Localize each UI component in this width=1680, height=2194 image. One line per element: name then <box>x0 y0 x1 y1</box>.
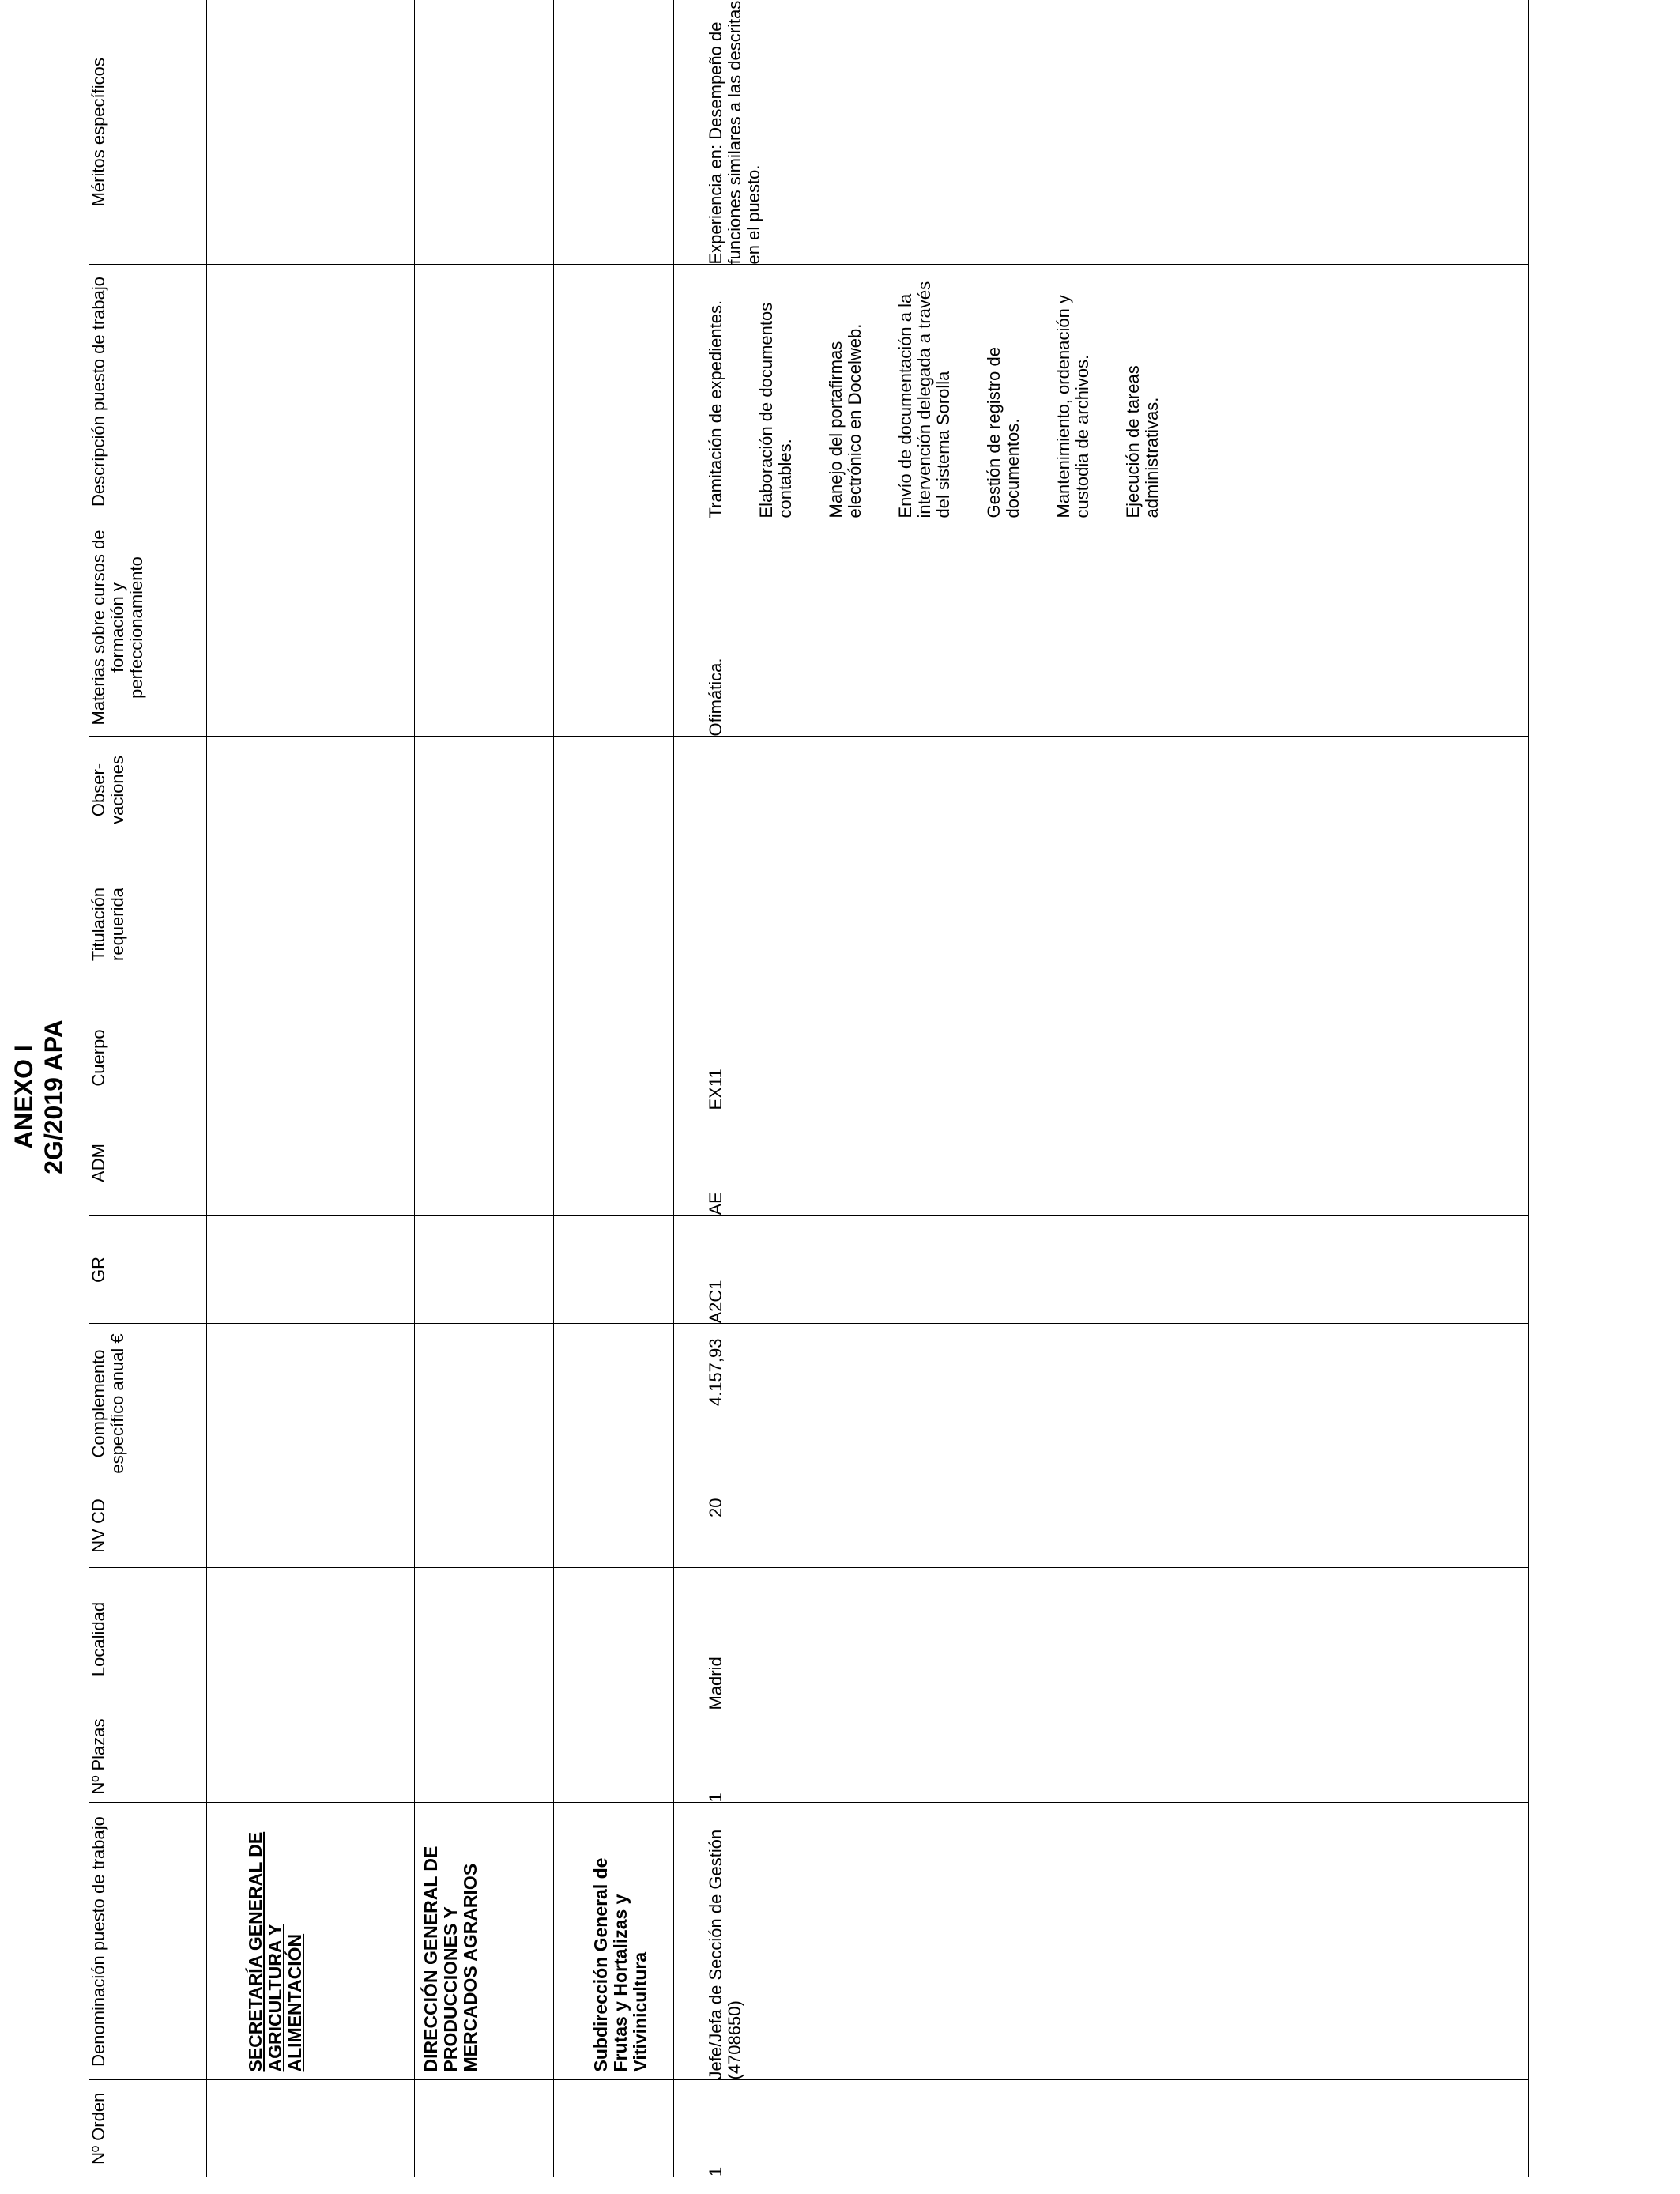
spacer-row <box>554 0 586 2177</box>
unit-subdireccion: Subdirección General de Frutas y Hortalizas y Vitivinicultura <box>590 1857 650 2072</box>
descripcion-item: Tramitación de expedientes. <box>706 300 725 518</box>
spacer-row <box>674 0 706 2177</box>
cell-grupo: A2C1 <box>706 1216 1529 1324</box>
descripcion-item: Ejecución de tareas administrativas. <box>1123 365 1162 518</box>
descripcion-item: Envío de documentación a la intervención delegada a través del sistema Sorolla <box>895 281 953 518</box>
spacer-row <box>207 0 239 2177</box>
cell-cuerpo: EX11 <box>706 1005 1529 1110</box>
col-header-materias: Materias sobre cursos de formación y perfeccionamiento <box>89 518 207 737</box>
table-row <box>706 0 1529 2177</box>
col-header-plazas: Nº Plazas <box>89 1710 207 1803</box>
descripcion-item: Manejo del portafirmas electrónico en Docelweb. <box>826 323 864 518</box>
page-subtitle: 2G/2019 APA <box>40 1020 68 1174</box>
col-header-adm: ADM <box>89 1110 207 1216</box>
descripcion-item: Elaboración de documentos contables. <box>756 302 795 518</box>
unit-secretaria: SECRETARÍA GENERAL DE AGRICULTURA Y ALIMENTACIÓN <box>245 1831 305 2072</box>
descripcion-item: Mantenimiento, ordenación y custodia de archivos. <box>1053 295 1092 518</box>
col-header-meritos: Méritos específicos <box>89 58 108 207</box>
spacer-row <box>382 0 415 2177</box>
unit-direccion: DIRECCIÓN GENERAL DE PRODUCCIONES Y MERCADOS AGRARIOS <box>420 1845 480 2072</box>
col-header-complemento: Complemento específico anual € <box>89 1324 207 1483</box>
col-header-cuerpo: Cuerpo <box>89 1005 207 1110</box>
descripcion-item: Gestión de registro de documentos. <box>984 347 1023 518</box>
cell-adm: AE <box>706 1110 1529 1216</box>
col-header-nivel: NV CD <box>89 1483 207 1568</box>
cell-plazas: 1 <box>706 1710 1529 1803</box>
unit-row-secretaria <box>239 0 382 2177</box>
col-header-observaciones: Obser-vaciones <box>89 737 207 843</box>
cell-descripcion <box>706 265 1529 518</box>
col-header-denominacion: Denominación puesto de trabajo <box>89 1803 207 2080</box>
col-header-orden: Nº Orden <box>89 2080 207 2177</box>
cell-nivel: 20 <box>706 1483 1529 1568</box>
unit-row-subdireccion <box>586 0 674 2177</box>
cell-meritos: Experiencia en: Desempeño de funciones similares a las descritas en el puesto. <box>706 0 763 265</box>
col-header-localidad: Localidad <box>89 1568 207 1710</box>
col-header-descripcion: Descripción puesto de trabajo <box>89 265 207 518</box>
annex-table <box>89 0 1529 2177</box>
unit-row-direccion <box>415 0 554 2177</box>
cell-observaciones <box>706 737 1529 843</box>
cell-materias: Ofimática. <box>706 518 1529 737</box>
cell-denominacion: Jefe/Jefa de Sección de Gestión (4708650) <box>706 1803 1529 2080</box>
cell-orden: 1 <box>706 2080 1529 2177</box>
cell-complemento: 4.157,93 <box>706 1324 1529 1483</box>
cell-titulacion <box>706 843 1529 1005</box>
col-header-grupo: GR <box>89 1216 207 1324</box>
col-header-titulacion: Titulación requerida <box>89 843 207 1005</box>
header-row <box>89 0 207 2177</box>
cell-localidad: Madrid <box>706 1568 1529 1710</box>
page-title: ANEXO I <box>9 1045 38 1149</box>
